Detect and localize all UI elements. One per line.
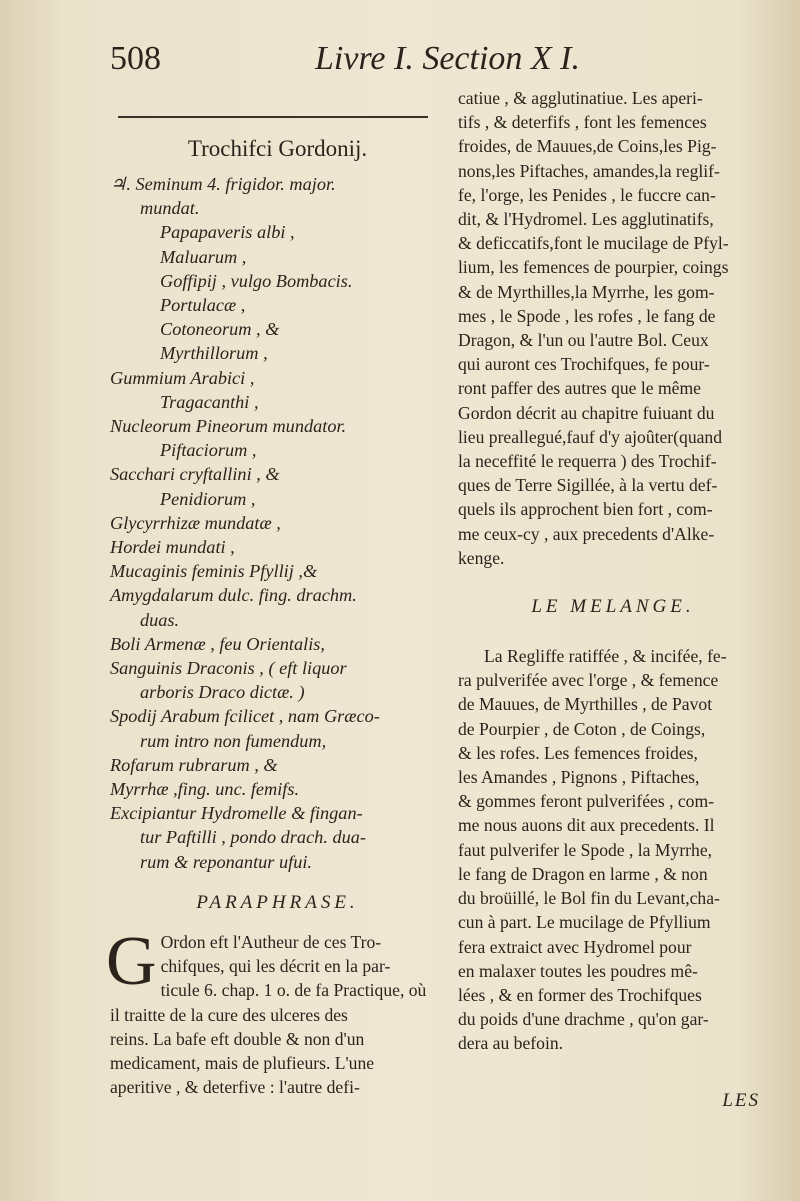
page-number: 508 [110,40,161,77]
text-line: du broüillé, le Bol fin du Levant,cha- [458,888,720,909]
recipe-line: Gummium Arabici , [110,367,255,388]
recipe-line: Boli Armenæ , feu Orientalis, [110,633,325,654]
text-line: en malaxer toutes les poudres mê- [458,960,698,981]
text-line: de Mauues, de Myrthilles , de Pavot [458,694,713,715]
text-line: la neceffité le requerra ) des Trochif- [458,451,717,472]
recipe-line: Mucaginis feminis Pfyllij ,& [110,561,318,582]
text-line: & gommes feront pulverifées , com- [458,791,715,812]
paraphrase-heading: PARAPHRASE. [196,891,359,913]
recipe-line: Penidiorum , [160,488,256,509]
text-line: me ceux-cy , aux precedents d'Alke- [458,523,715,544]
text-line: aperitive , & deterfive : l'autre defi- [110,1077,360,1098]
text-line: ques de Terre Sigillée, à la vertu def- [458,475,718,496]
recipe-list [110,172,445,874]
recipe-line: rum intro non fumendum, [140,730,327,751]
text-line: froides, de Mauues,de Coins,les Pig- [458,136,717,157]
right-column [458,86,768,1056]
catchword: LES [722,1090,760,1111]
text-line: le fang de Dragon en larme , & non [458,863,708,884]
recipe-line: rum & reponantur ufui. [140,851,312,872]
paraphrase-continued [458,86,768,570]
text-line: cun à part. Le mucilage de Pfyllium [458,912,711,933]
text-line: tifs , & deterfifs , font les femences [458,112,707,133]
recipe-line: Rofarum rubrarum , & [110,754,278,775]
recipe-line: ♃. Seminum 4. frigidor. major. [110,174,336,194]
running-head: Livre I. Section X I. [315,40,580,77]
text-line: reins. La bafe eft double & non d'un [110,1028,365,1049]
text-line: mes , le Spode , les rofes , le fang de [458,305,716,326]
recipe-line: Excipiantur Hydromelle & fingan- [110,803,363,824]
header-rule [118,116,428,118]
text-line: ticule 6. chap. 1 o. de fa Practique, où [160,980,427,1001]
recipe-line: tur Paftilli , pondo drach. dua- [140,827,366,848]
paraphrase-text [106,922,445,1099]
recipe-line: Nucleorum Pineorum mundator. [110,416,347,437]
recipe-line: Piftaciorum , [160,440,257,461]
recipe-line: arboris Draco dictæ. ) [140,682,305,703]
text-line: lium, les femences de pourpier, coings [458,257,729,278]
recipe-line: Papapaveris albi , [160,222,295,243]
recipe-line: Goffipij , vulgo Bombacis. [160,270,353,291]
text-line: les Amandes , Pignons , Piftaches, [458,767,700,788]
recipe-title: Trochifci Gordonij. [187,136,368,161]
recipe-line: Tragacanthi , [160,391,259,412]
text-line: lées , & en former des Trochifques [458,984,702,1005]
text-line: du poids d'une drachme , qu'on gar- [458,1009,709,1030]
text-line: lieu preallegué,fauf d'y ajoûter(quand [458,426,723,447]
text-line: nons,les Piftaches, amandes,la reglif- [458,160,720,181]
text-line: dera au befoin. [458,1033,564,1054]
recipe-line: Glycyrrhizæ mundatæ , [110,512,281,533]
text-line: Gordon décrit au chapitre fuiuant du [458,402,715,423]
text-line: dit, & l'Hydromel. Les agglutinatifs, [458,209,714,230]
text-line: kenge. [458,547,505,568]
text-line: catiue , & agglutinatiue. Les aperi- [458,88,703,108]
text-line: il traitte de la cure des ulceres des [110,1004,348,1025]
text-line: fera extraict avec Hydromel pour [458,936,692,957]
text-line: me nous auons dit aux precedents. Il [458,815,715,836]
recipe-line: mundat. [140,198,200,219]
text-line: Ordon eft l'Autheur de ces Tro- [160,931,382,952]
recipe-line: Myrrhæ ,fing. unc. femifs. [110,779,300,800]
text-line: Dragon, & l'un ou l'autre Bol. Ceux [458,330,709,351]
recipe-line: Amygdalarum dulc. fing. drachm. [110,585,357,606]
text-line: & les rofes. Les femences froides, [458,742,698,763]
recipe-line: Sanguinis Draconis , ( eft liquor [110,658,347,679]
text-line: & de Myrthilles,la Myrrhe, les gom- [458,281,715,302]
recipe-line: Sacchari cryftallini , & [110,464,280,485]
melange-heading: LE MELANGE. [531,596,695,618]
text-line: fe, l'orge, les Penides , le fuccre can- [458,184,716,205]
text-line: qui auront ces Trochifques, fe pour- [458,354,710,375]
recipe-line: Hordei mundati , [110,537,235,558]
text-line: quels ils approchent bien fort , com- [458,499,713,520]
text-line: medicament, mais de plufieurs. L'une [110,1052,375,1073]
recipe-line: Spodij Arabum fcilicet , nam Græco- [110,706,380,727]
text-line: ront paffer des autres que le même [458,378,701,399]
melange-text [458,644,768,1055]
left-column [106,128,445,1099]
recipe-line: Cotoneorum , & [160,319,280,340]
text-line: La Regliffe ratiffée , & incifée, fe- [484,646,727,667]
drop-cap: G [106,922,157,1000]
text-line: chifques, qui les décrit en la par- [160,956,391,977]
recipe-line: duas. [140,609,180,630]
recipe-line: Portulacæ , [160,295,246,316]
text-line: de Pourpier , de Coton , de Coings, [458,718,706,739]
text-line: faut pulverifer le Spode , la Myrrhe, [458,839,713,860]
text-line: ra pulverifée avec l'orge , & femence [458,670,719,691]
text-line: & deficcatifs,font le mucilage de Pfyl- [458,233,729,254]
recipe-line: Maluarum , [160,246,247,267]
recipe-line: Myrthillorum , [160,343,268,364]
